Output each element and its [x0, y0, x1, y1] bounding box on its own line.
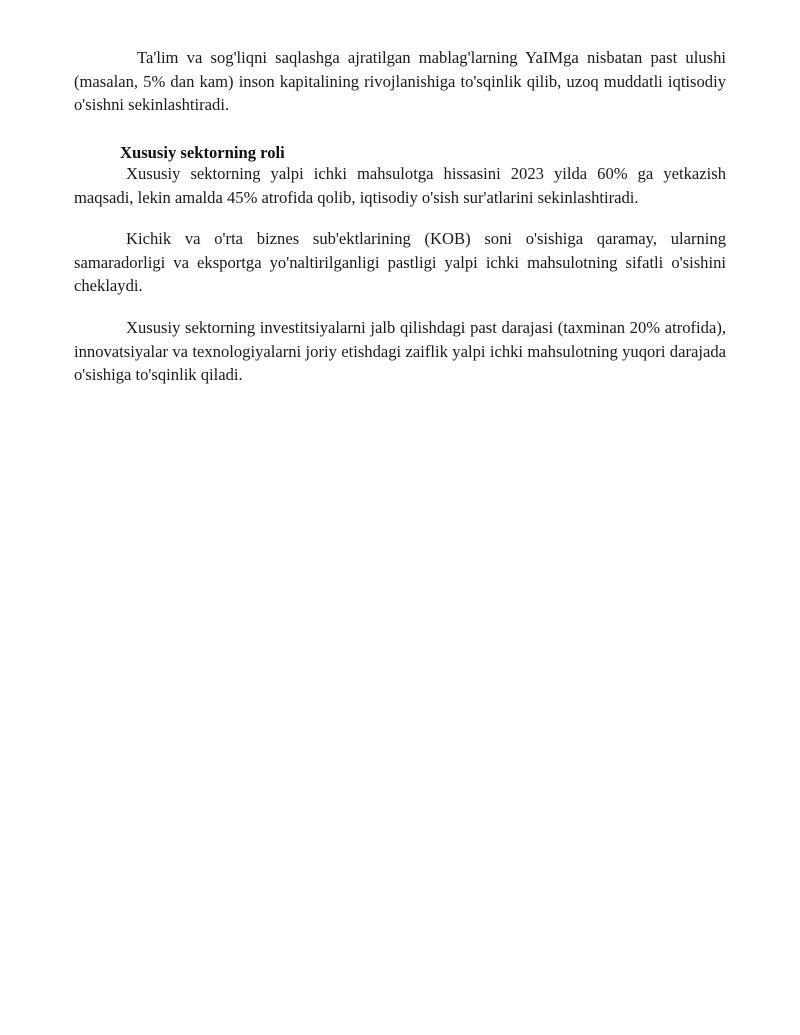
paragraph-text: Xususiy sektorning investitsiyalarni jalb qilishdagi past darajasi (taxminan 20% atrofida), innovatsiyalar va texnologiyalarni joriy etishdagi zaiflik yalpi ichki mahsulotning yuqori darajada o'sishiga to'sqinlik qiladi. [74, 318, 726, 384]
paragraph-text: Xususiy sektorning yalpi ichki mahsulotga hissasini 2023 yilda 60% ga yetkazish maqsadi, lekin amalda 45% atrofida qolib, iqtisodiy o'sish sur'atlarini sekinlashtiradi. [74, 164, 726, 207]
paragraph-text: Kichik va o'rta biznes sub'ektlarining (KOB) soni o'sishiga qaramay, ularning samaradorligi va eksportga yo'naltirilganligi pastligi yalpi ichki mahsulotning sifatli o'sishini cheklaydi. [74, 229, 726, 295]
paragraph-education-health [74, 46, 726, 117]
paragraph-text: Ta'lim va sog'liqni saqlashga ajratilgan mablag'larning YaIMga nisbatan past ulushi (masalan, 5% dan kam) inson kapitalining rivojlanishiga to'sqinlik qilib, uzoq muddatli iqtisodiy o'sishni sekinlashtiradi. [74, 48, 726, 114]
paragraph-small-business [74, 227, 726, 298]
section-heading: Xususiy sektorning roli [120, 143, 285, 162]
paragraph-investment [74, 316, 726, 387]
paragraph-private-sector-share [74, 162, 726, 209]
